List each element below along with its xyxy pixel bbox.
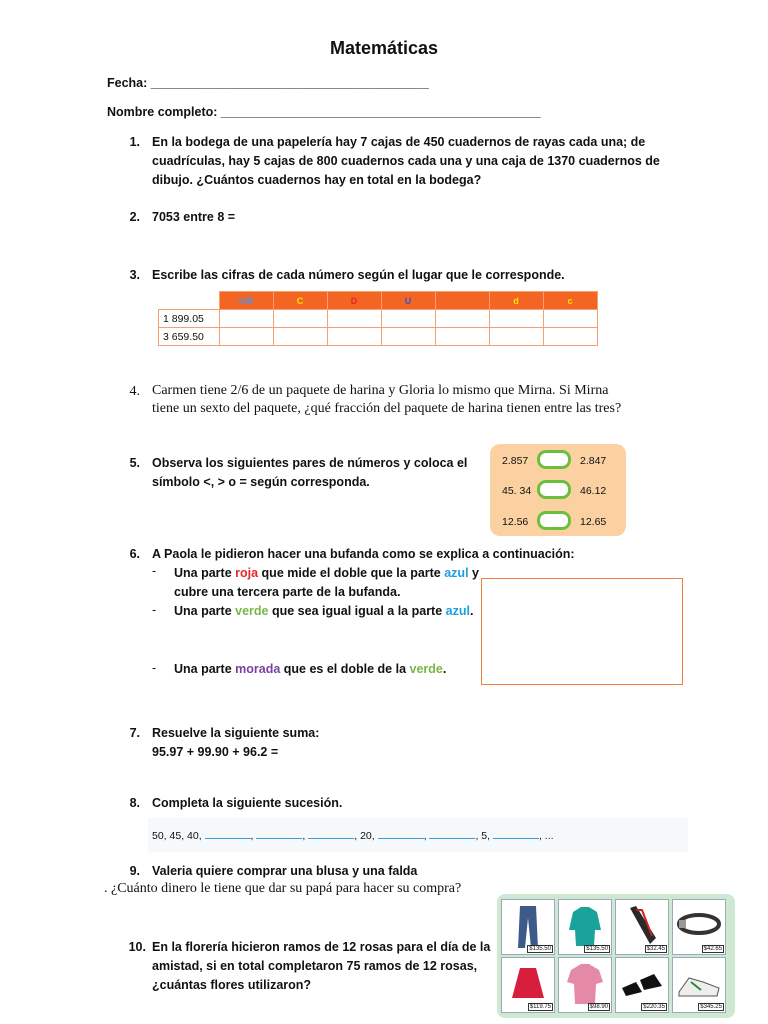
sequence-blank[interactable] (205, 828, 251, 839)
compare-row (490, 480, 626, 502)
question-9: Valeria quiere comprar una blusa y una falda (152, 864, 418, 878)
question-4 (152, 382, 621, 418)
sequence-text: , (302, 830, 306, 842)
question-9-continued: . ¿Cuánto dinero le tiene que dar su papá para hacer su compra? (104, 881, 462, 896)
header-centesimos: c (543, 292, 597, 310)
answer-cell[interactable] (219, 310, 273, 328)
price-tag: $220.35 (643, 1004, 665, 1010)
question-1-number: 1. (129, 135, 140, 149)
answer-cell[interactable] (219, 328, 273, 346)
question-8-number: 8. (129, 796, 140, 810)
question-1-line: En la bodega de una papelería hay 7 cajas de 450 cuadernos de rayas cada una; de (152, 135, 646, 149)
skirt-item (501, 957, 555, 1013)
text-run: que es el doble de la (280, 662, 410, 676)
answer-cell[interactable] (489, 310, 543, 328)
scarf-part-purple (174, 660, 446, 679)
compare-left-value: 12.56 (502, 516, 529, 528)
question-4-line: tiene un sexto del paquete, ¿qué fracción del paquete de harina tienen entre las tres? (152, 401, 622, 416)
sequence-blank[interactable] (308, 828, 354, 839)
header-c: C (273, 292, 327, 310)
question-7 (152, 724, 319, 762)
text-run: cubre una tercera parte de la bufanda. (174, 585, 401, 599)
text-run: . (442, 662, 447, 676)
answer-cell[interactable] (435, 328, 489, 346)
answer-cell[interactable] (381, 328, 435, 346)
text-run: Una parte (174, 662, 236, 676)
number-cell: 3 659.50 (159, 328, 220, 346)
question-5 (152, 454, 467, 492)
belt-item (672, 899, 726, 955)
sequence-text: , 20, (354, 830, 375, 842)
text-run: . (469, 604, 474, 618)
text-run: que sea igual igual a la parte (268, 604, 446, 618)
shoes-item (615, 957, 669, 1013)
scarf-drawing-area[interactable] (481, 578, 683, 685)
table-row (159, 310, 598, 328)
question-1-line: dibujo. ¿Cuántos cuadernos hay en total en la bodega? (152, 173, 482, 187)
text-run: Una parte (174, 604, 236, 618)
bullet-dash: - (152, 564, 157, 578)
compare-right-value: 2.847 (580, 455, 607, 467)
text-run: Una parte (174, 566, 236, 580)
word-morada: morada (235, 662, 281, 676)
blouse-item (558, 899, 612, 955)
text-run: que mide el doble que la parte (258, 566, 445, 580)
word-azul: azul (445, 604, 470, 618)
answer-cell[interactable] (489, 328, 543, 346)
header-decimos: d (489, 292, 543, 310)
sequence-text: , 5, (475, 830, 491, 842)
word-azul: azul (444, 566, 469, 580)
full-name-field[interactable]: Nombre completo: ______________________________________________ (107, 105, 541, 119)
scarf-part-red (174, 564, 479, 602)
question-4-line: Carmen tiene 2/6 de un paquete de harina y Gloria lo mismo que Mirna. Si Mirna (152, 383, 609, 398)
bullet-dash: - (152, 661, 157, 675)
compare-row (490, 511, 626, 533)
compare-symbol-slot[interactable] (537, 450, 571, 469)
tie-item (615, 899, 669, 955)
answer-cell[interactable] (543, 310, 597, 328)
sequence-text: , (423, 830, 427, 842)
answer-cell[interactable] (273, 310, 327, 328)
compare-left-value: 2.857 (502, 455, 529, 467)
sequence-blank[interactable] (429, 828, 475, 839)
price-tag: $135.50 (586, 946, 608, 952)
price-tag: $32.45 (646, 946, 665, 952)
word-verde: verde (235, 604, 269, 618)
text-run: y (468, 566, 479, 580)
price-tag: $42.65 (703, 946, 722, 952)
answer-cell[interactable] (543, 328, 597, 346)
question-8: Completa la siguiente sucesión. (152, 796, 343, 810)
question-9-number: 9. (129, 864, 140, 878)
price-tag: $98.90 (589, 1004, 608, 1010)
question-5-line: símbolo <, > o = según corresponda. (152, 475, 370, 489)
question-1-line: cuadrículas, hay 5 cajas de 800 cuadernos cada una y una caja de 1370 cuadernos de (152, 154, 660, 168)
scarf-part-green (174, 602, 473, 621)
question-4-number: 4. (129, 384, 140, 399)
question-10-number: 10. (128, 940, 146, 954)
compare-right-value: 46.12 (580, 485, 607, 497)
answer-cell[interactable] (435, 310, 489, 328)
compare-right-value: 12.65 (580, 516, 607, 528)
sequence-blank[interactable] (378, 828, 424, 839)
compare-panel (490, 444, 626, 536)
answer-cell[interactable] (327, 328, 381, 346)
word-verde: verde (409, 662, 443, 676)
question-3-number: 3. (129, 268, 140, 282)
question-5-line: Observa los siguientes pares de números y coloca el (152, 456, 468, 470)
page-title: Matemáticas (329, 38, 439, 58)
header-um: UM (219, 292, 273, 310)
sequence-blank[interactable] (256, 828, 302, 839)
question-2: 7053 entre 8 = (152, 210, 236, 224)
sequence-text: 50, 45, 40, (152, 830, 202, 842)
table-corner (159, 292, 220, 310)
question-6-number: 6. (129, 547, 140, 561)
header-point: . (435, 292, 489, 310)
question-3: Escribe las cifras de cada número según el lugar que le corresponde. (152, 268, 565, 282)
question-1 (152, 133, 660, 190)
price-tag: $345.25 (700, 1004, 722, 1010)
number-cell: 1 899.05 (159, 310, 220, 328)
compare-left-value: 45. 34 (502, 485, 532, 497)
sneakers-item (672, 957, 726, 1013)
question-10-line: amistad, si en total completaron 75 ramos de 12 rosas, (152, 959, 478, 973)
header-u: U (381, 292, 435, 310)
word-roja: roja (235, 566, 259, 580)
question-6: A Paola le pidieron hacer una bufanda como se explica a continuación: (152, 547, 575, 561)
compare-symbol-slot[interactable] (537, 511, 571, 530)
sum-expression: 95.97 + 99.90 + 96.2 = (152, 745, 279, 759)
place-value-table (158, 291, 598, 346)
sequence-strip (148, 818, 688, 852)
sequence-text: , (250, 830, 254, 842)
question-10-line: ¿cuántas flores utilizaron? (152, 978, 312, 992)
question-10-line: En la florería hicieron ramos de 12 rosas para el día de la (152, 940, 491, 954)
price-tag: $135.50 (529, 946, 551, 952)
question-10 (152, 938, 490, 995)
compare-row (490, 450, 626, 472)
date-field[interactable]: Fecha: ________________________________________ (107, 76, 429, 90)
price-tag: $119.75 (529, 1004, 551, 1010)
jeans-item (501, 899, 555, 955)
question-2-number: 2. (129, 210, 140, 224)
answer-cell[interactable] (273, 328, 327, 346)
answer-cell[interactable] (327, 310, 381, 328)
compare-symbol-slot[interactable] (537, 480, 571, 499)
table-row (159, 328, 598, 346)
sequence-text: , ... (538, 830, 554, 842)
header-d: D (327, 292, 381, 310)
sequence-blank[interactable] (493, 828, 539, 839)
question-5-number: 5. (129, 456, 140, 470)
question-7-number: 7. (129, 726, 140, 740)
bullet-dash: - (152, 603, 157, 617)
clothing-prices-image (497, 894, 735, 1018)
question-7-text: Resuelve la siguiente suma: (152, 726, 320, 740)
answer-cell[interactable] (381, 310, 435, 328)
shirt-item (558, 957, 612, 1013)
